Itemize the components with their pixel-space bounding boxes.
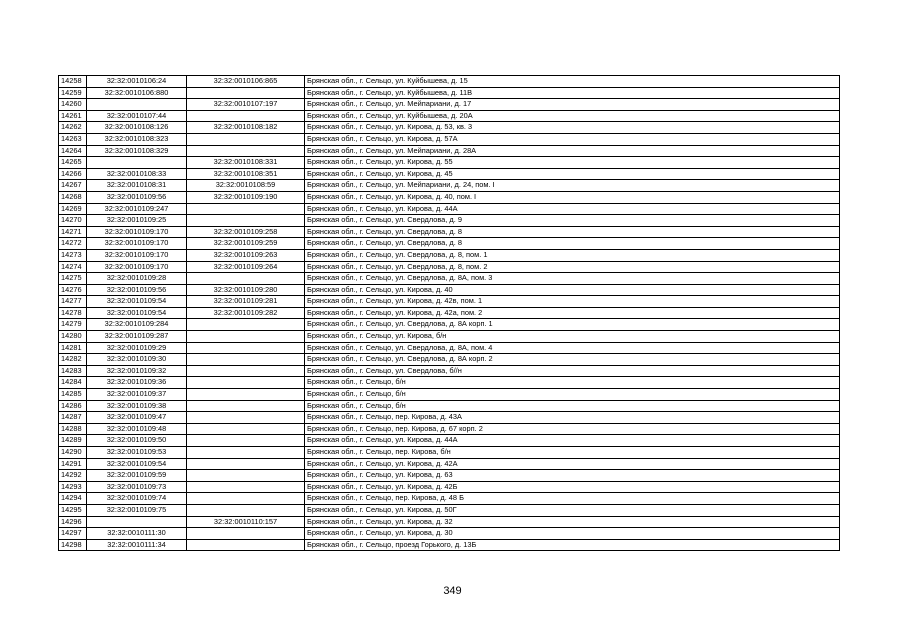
address-cell: Брянская обл., г. Сельцо, б/н <box>305 400 840 412</box>
cadastral-number-cell: 32:32:0010109:287 <box>87 331 187 343</box>
address-cell: Брянская обл., г. Сельцо, ул. Свердлова, д. 8 <box>305 226 840 238</box>
row-number-cell: 14282 <box>59 354 87 366</box>
row-number-cell: 14274 <box>59 261 87 273</box>
address-cell: Брянская обл., г. Сельцо, ул. Кирова, д. 42Б <box>305 481 840 493</box>
table-row <box>59 76 840 88</box>
object-cadastral-number-cell <box>187 493 305 505</box>
row-number-cell: 14259 <box>59 87 87 99</box>
address-cell: Брянская обл., г. Сельцо, ул. Мейпариани, д. 17 <box>305 99 840 111</box>
object-cadastral-number-cell: 32:32:0010108:182 <box>187 122 305 134</box>
row-number-cell: 14295 <box>59 504 87 516</box>
table-row <box>59 342 840 354</box>
table-row <box>59 354 840 366</box>
row-number-cell: 14285 <box>59 389 87 401</box>
table-row <box>59 284 840 296</box>
cadastral-number-cell: 32:32:0010109:75 <box>87 504 187 516</box>
table-row <box>59 319 840 331</box>
table-row <box>59 458 840 470</box>
table-row <box>59 157 840 169</box>
cadastral-number-cell: 32:32:0010109:73 <box>87 481 187 493</box>
row-number-cell: 14278 <box>59 307 87 319</box>
table-row <box>59 238 840 250</box>
address-cell: Брянская обл., г. Сельцо, ул. Куйбышева, д. 11В <box>305 87 840 99</box>
table-row <box>59 110 840 122</box>
object-cadastral-number-cell <box>187 447 305 459</box>
object-cadastral-number-cell <box>187 539 305 551</box>
object-cadastral-number-cell <box>187 354 305 366</box>
object-cadastral-number-cell: 32:32:0010106:865 <box>187 76 305 88</box>
address-cell: Брянская обл., г. Сельцо, ул. Кирова, д. 44А <box>305 203 840 215</box>
row-number-cell: 14264 <box>59 145 87 157</box>
address-cell: Брянская обл., г. Сельцо, ул. Куйбышева, д. 15 <box>305 76 840 88</box>
object-cadastral-number-cell <box>187 203 305 215</box>
table-row <box>59 261 840 273</box>
address-cell: Брянская обл., г. Сельцо, ул. Кирова, б/н <box>305 331 840 343</box>
row-number-cell: 14271 <box>59 226 87 238</box>
address-cell: Брянская обл., г. Сельцо, ул. Мейпариани, д. 28А <box>305 145 840 157</box>
row-number-cell: 14292 <box>59 470 87 482</box>
cadastral-number-cell: 32:32:0010108:329 <box>87 145 187 157</box>
table-row <box>59 331 840 343</box>
row-number-cell: 14275 <box>59 273 87 285</box>
row-number-cell: 14288 <box>59 423 87 435</box>
table-row <box>59 226 840 238</box>
table-row <box>59 435 840 447</box>
row-number-cell: 14277 <box>59 296 87 308</box>
cadastral-number-cell: 32:32:0010109:56 <box>87 284 187 296</box>
object-cadastral-number-cell: 32:32:0010109:281 <box>187 296 305 308</box>
table-row <box>59 516 840 528</box>
row-number-cell: 14272 <box>59 238 87 250</box>
address-cell: Брянская обл., г. Сельцо, ул. Кирова, д. 44А <box>305 435 840 447</box>
row-number-cell: 14267 <box>59 180 87 192</box>
object-cadastral-number-cell <box>187 215 305 227</box>
object-cadastral-number-cell <box>187 400 305 412</box>
object-cadastral-number-cell <box>187 470 305 482</box>
object-cadastral-number-cell: 32:32:0010109:258 <box>187 226 305 238</box>
table-row <box>59 203 840 215</box>
object-cadastral-number-cell <box>187 145 305 157</box>
table-row <box>59 470 840 482</box>
address-cell: Брянская обл., г. Сельцо, ул. Свердлова, д. 8А корп. 1 <box>305 319 840 331</box>
cadastral-number-cell: 32:32:0010108:323 <box>87 133 187 145</box>
table-row <box>59 504 840 516</box>
object-cadastral-number-cell: 32:32:0010108:331 <box>187 157 305 169</box>
address-cell: Брянская обл., г. Сельцо, ул. Свердлова, д. 8А, пом. 3 <box>305 273 840 285</box>
object-cadastral-number-cell <box>187 273 305 285</box>
cadastral-number-cell: 32:32:0010109:170 <box>87 261 187 273</box>
address-cell: Брянская обл., г. Сельцо, ул. Кирова, д. 53, кв. 3 <box>305 122 840 134</box>
object-cadastral-number-cell <box>187 458 305 470</box>
cadastral-number-cell: 32:32:0010109:48 <box>87 423 187 435</box>
table-row <box>59 296 840 308</box>
object-cadastral-number-cell: 32:32:0010109:264 <box>187 261 305 273</box>
table-row <box>59 145 840 157</box>
cadastral-number-cell: 32:32:0010109:47 <box>87 412 187 424</box>
object-cadastral-number-cell <box>187 133 305 145</box>
table-row <box>59 133 840 145</box>
object-cadastral-number-cell <box>187 528 305 540</box>
table-row <box>59 307 840 319</box>
address-cell: Брянская обл., г. Сельцо, ул. Свердлова, д. 8А, пом. 4 <box>305 342 840 354</box>
table-row <box>59 180 840 192</box>
table-row <box>59 87 840 99</box>
row-number-cell: 14270 <box>59 215 87 227</box>
row-number-cell: 14279 <box>59 319 87 331</box>
row-number-cell: 14263 <box>59 133 87 145</box>
row-number-cell: 14266 <box>59 168 87 180</box>
row-number-cell: 14260 <box>59 99 87 111</box>
cadastral-number-cell <box>87 516 187 528</box>
object-cadastral-number-cell <box>187 87 305 99</box>
object-cadastral-number-cell <box>187 412 305 424</box>
object-cadastral-number-cell: 32:32:0010110:157 <box>187 516 305 528</box>
address-cell: Брянская обл., г. Сельцо, пер. Кирова, д. 48 Б <box>305 493 840 505</box>
table-row <box>59 249 840 261</box>
cadastral-number-cell <box>87 99 187 111</box>
object-cadastral-number-cell: 32:32:0010109:263 <box>187 249 305 261</box>
address-cell: Брянская обл., г. Сельцо, пер. Кирова, д. 43А <box>305 412 840 424</box>
cadastral-number-cell: 32:32:0010108:31 <box>87 180 187 192</box>
row-number-cell: 14280 <box>59 331 87 343</box>
row-number-cell: 14289 <box>59 435 87 447</box>
row-number-cell: 14296 <box>59 516 87 528</box>
registry-table-body <box>59 76 840 551</box>
cadastral-number-cell: 32:32:0010108:126 <box>87 122 187 134</box>
row-number-cell: 14276 <box>59 284 87 296</box>
object-cadastral-number-cell <box>187 342 305 354</box>
row-number-cell: 14281 <box>59 342 87 354</box>
object-cadastral-number-cell <box>187 423 305 435</box>
table-row <box>59 168 840 180</box>
object-cadastral-number-cell: 32:32:0010109:190 <box>187 191 305 203</box>
cadastral-number-cell: 32:32:0010109:284 <box>87 319 187 331</box>
cadastral-number-cell: 32:32:0010109:170 <box>87 226 187 238</box>
cadastral-number-cell: 32:32:0010109:37 <box>87 389 187 401</box>
table-row <box>59 365 840 377</box>
object-cadastral-number-cell <box>187 110 305 122</box>
page-number: 349 <box>443 585 462 597</box>
object-cadastral-number-cell: 32:32:0010109:282 <box>187 307 305 319</box>
cadastral-number-cell: 32:32:0010109:54 <box>87 307 187 319</box>
cadastral-number-cell: 32:32:0010109:54 <box>87 296 187 308</box>
address-cell: Брянская обл., г. Сельцо, ул. Свердлова, д. 8А корп. 2 <box>305 354 840 366</box>
cadastral-number-cell: 32:32:0010109:59 <box>87 470 187 482</box>
cadastral-number-cell: 32:32:0010109:247 <box>87 203 187 215</box>
object-cadastral-number-cell: 32:32:0010109:259 <box>187 238 305 250</box>
object-cadastral-number-cell <box>187 435 305 447</box>
table-row <box>59 191 840 203</box>
table-row <box>59 528 840 540</box>
table-row <box>59 122 840 134</box>
row-number-cell: 14262 <box>59 122 87 134</box>
address-cell: Брянская обл., г. Сельцо, ул. Свердлова, д. 8, пом. 2 <box>305 261 840 273</box>
table-row <box>59 481 840 493</box>
cadastral-number-cell: 32:32:0010109:30 <box>87 354 187 366</box>
address-cell: Брянская обл., г. Сельцо, ул. Кирова, д. 40, пом. I <box>305 191 840 203</box>
address-cell: Брянская обл., г. Сельцо, ул. Кирова, д. 30 <box>305 528 840 540</box>
object-cadastral-number-cell <box>187 481 305 493</box>
row-number-cell: 14269 <box>59 203 87 215</box>
address-cell: Брянская обл., г. Сельцо, ул. Мейпариани, д. 24, пом. I <box>305 180 840 192</box>
object-cadastral-number-cell: 32:32:0010109:280 <box>187 284 305 296</box>
address-cell: Брянская обл., г. Сельцо, проезд Горького, д. 13Б <box>305 539 840 551</box>
cadastral-number-cell: 32:32:0010106:24 <box>87 76 187 88</box>
table-row <box>59 539 840 551</box>
object-cadastral-number-cell <box>187 389 305 401</box>
row-number-cell: 14293 <box>59 481 87 493</box>
cadastral-number-cell: 32:32:0010107:44 <box>87 110 187 122</box>
address-cell: Брянская обл., г. Сельцо, ул. Кирова, д. 45 <box>305 168 840 180</box>
table-row <box>59 377 840 389</box>
address-cell: Брянская обл., г. Сельцо, ул. Кирова, д. 42А <box>305 458 840 470</box>
table-row <box>59 273 840 285</box>
address-cell: Брянская обл., г. Сельцо, пер. Кирова, б/н <box>305 447 840 459</box>
cadastral-number-cell: 32:32:0010109:74 <box>87 493 187 505</box>
object-cadastral-number-cell <box>187 365 305 377</box>
cadastral-number-cell: 32:32:0010109:170 <box>87 238 187 250</box>
table-row <box>59 412 840 424</box>
object-cadastral-number-cell: 32:32:0010107:197 <box>187 99 305 111</box>
cadastral-number-cell: 32:32:0010111:34 <box>87 539 187 551</box>
table-row <box>59 215 840 227</box>
cadastral-number-cell: 32:32:0010108:33 <box>87 168 187 180</box>
address-cell: Брянская обл., г. Сельцо, ул. Кирова, д. 42а, пом. 2 <box>305 307 840 319</box>
cadastral-number-cell: 32:32:0010106:880 <box>87 87 187 99</box>
cadastral-number-cell: 32:32:0010109:29 <box>87 342 187 354</box>
object-cadastral-number-cell <box>187 377 305 389</box>
address-cell: Брянская обл., г. Сельцо, б/н <box>305 389 840 401</box>
object-cadastral-number-cell <box>187 504 305 516</box>
address-cell: Брянская обл., г. Сельцо, ул. Свердлова, д. 8 <box>305 238 840 250</box>
address-cell: Брянская обл., г. Сельцо, ул. Свердлова, д. 9 <box>305 215 840 227</box>
row-number-cell: 14273 <box>59 249 87 261</box>
row-number-cell: 14258 <box>59 76 87 88</box>
address-cell: Брянская обл., г. Сельцо, ул. Кирова, д. 42в, пом. 1 <box>305 296 840 308</box>
row-number-cell: 14268 <box>59 191 87 203</box>
row-number-cell: 14283 <box>59 365 87 377</box>
object-cadastral-number-cell: 32:32:0010108:351 <box>187 168 305 180</box>
row-number-cell: 14294 <box>59 493 87 505</box>
address-cell: Брянская обл., г. Сельцо, ул. Кирова, д. 40 <box>305 284 840 296</box>
address-cell: Брянская обл., г. Сельцо, б/н <box>305 377 840 389</box>
row-number-cell: 14261 <box>59 110 87 122</box>
table-row <box>59 389 840 401</box>
cadastral-number-cell: 32:32:0010109:56 <box>87 191 187 203</box>
cadastral-number-cell: 32:32:0010109:38 <box>87 400 187 412</box>
cadastral-number-cell: 32:32:0010109:54 <box>87 458 187 470</box>
cadastral-number-cell: 32:32:0010109:28 <box>87 273 187 285</box>
row-number-cell: 14290 <box>59 447 87 459</box>
cadastral-number-cell <box>87 157 187 169</box>
table-row <box>59 423 840 435</box>
cadastral-number-cell: 32:32:0010109:170 <box>87 249 187 261</box>
address-cell: Брянская обл., г. Сельцо, ул. Кирова, д. 50Г <box>305 504 840 516</box>
address-cell: Брянская обл., г. Сельцо, ул. Кирова, д. 32 <box>305 516 840 528</box>
cadastral-number-cell: 32:32:0010111:30 <box>87 528 187 540</box>
address-cell: Брянская обл., г. Сельцо, пер. Кирова, д. 67 корп. 2 <box>305 423 840 435</box>
address-cell: Брянская обл., г. Сельцо, ул. Куйбышева, д. 20А <box>305 110 840 122</box>
cadastral-number-cell: 32:32:0010109:36 <box>87 377 187 389</box>
table-row <box>59 400 840 412</box>
cadastral-number-cell: 32:32:0010109:32 <box>87 365 187 377</box>
address-cell: Брянская обл., г. Сельцо, ул. Свердлова, д. 8, пом. 1 <box>305 249 840 261</box>
registry-table <box>58 75 840 551</box>
row-number-cell: 14286 <box>59 400 87 412</box>
object-cadastral-number-cell <box>187 319 305 331</box>
table-row <box>59 493 840 505</box>
table-row <box>59 447 840 459</box>
object-cadastral-number-cell <box>187 331 305 343</box>
cadastral-number-cell: 32:32:0010109:25 <box>87 215 187 227</box>
address-cell: Брянская обл., г. Сельцо, ул. Кирова, д. 63 <box>305 470 840 482</box>
cadastral-number-cell: 32:32:0010109:50 <box>87 435 187 447</box>
address-cell: Брянская обл., г. Сельцо, ул. Свердлова, б//н <box>305 365 840 377</box>
cadastral-number-cell: 32:32:0010109:53 <box>87 447 187 459</box>
row-number-cell: 14265 <box>59 157 87 169</box>
address-cell: Брянская обл., г. Сельцо, ул. Кирова, д. 57А <box>305 133 840 145</box>
row-number-cell: 14298 <box>59 539 87 551</box>
row-number-cell: 14291 <box>59 458 87 470</box>
row-number-cell: 14297 <box>59 528 87 540</box>
table-row <box>59 99 840 111</box>
object-cadastral-number-cell: 32:32:0010108:59 <box>187 180 305 192</box>
address-cell: Брянская обл., г. Сельцо, ул. Кирова, д. 55 <box>305 157 840 169</box>
row-number-cell: 14284 <box>59 377 87 389</box>
row-number-cell: 14287 <box>59 412 87 424</box>
